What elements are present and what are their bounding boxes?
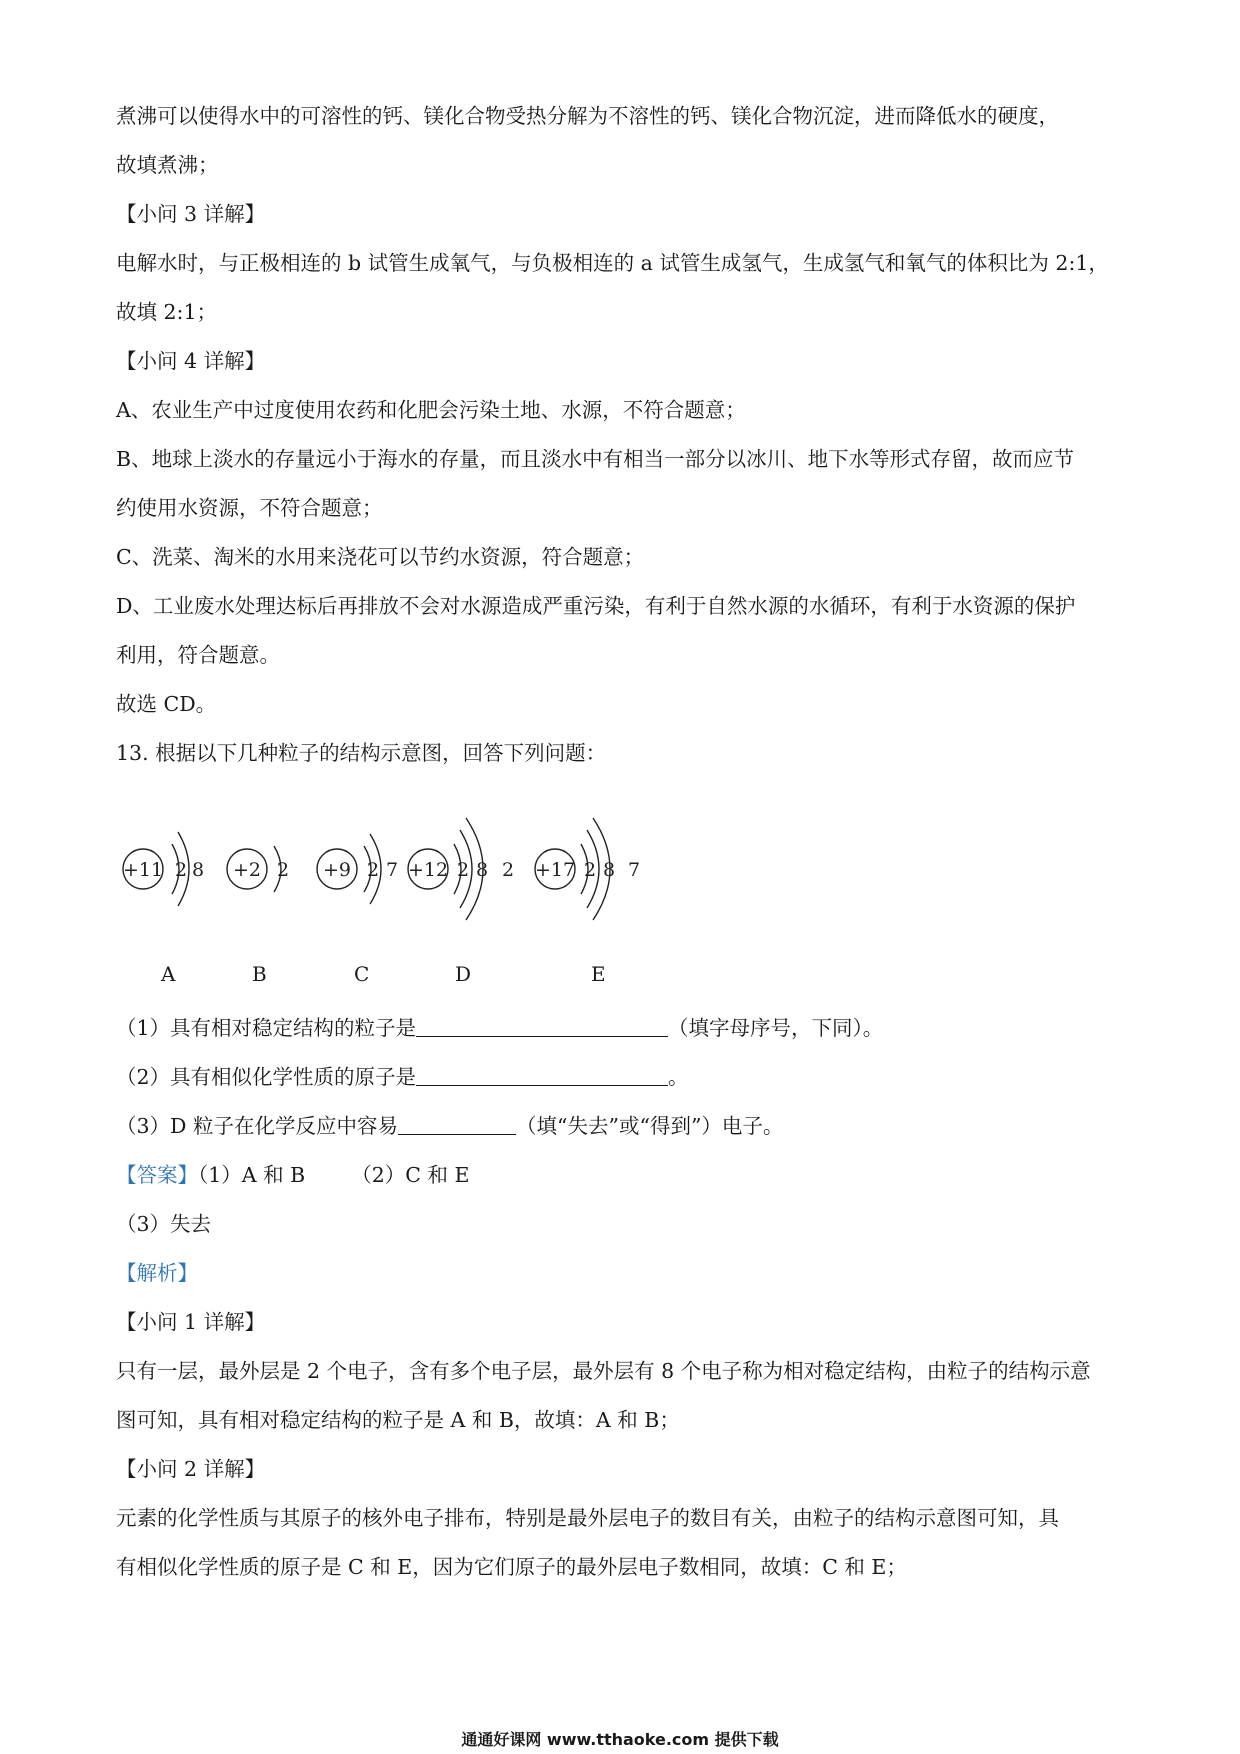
question-title: 13. 根据以下几种粒子的结构示意图，回答下列问题：: [116, 741, 607, 765]
answer-blank: [398, 1114, 516, 1135]
answer-line: 【答案】（1）A 和 B （2）C 和 E: [116, 1163, 470, 1187]
shell-electron-count: 2: [366, 859, 380, 881]
analysis-label: 【解析】: [116, 1261, 198, 1285]
answer-line: （3）失去: [116, 1212, 212, 1236]
shell-electron-count: 2: [501, 859, 515, 881]
section-heading: 【小问 4 详解】: [116, 349, 266, 373]
shell-electron-count: 7: [627, 859, 641, 881]
atom-label: A: [161, 962, 176, 986]
nucleus-charge: +11: [122, 859, 164, 881]
text-line: C、洗菜、淘米的水用来浇花可以节约水资源，符合题意；: [116, 545, 645, 569]
nucleus-charge: +2: [232, 859, 262, 881]
section-heading: 【小问 2 详解】: [116, 1457, 266, 1481]
answer-blank: [416, 1065, 668, 1086]
nucleus-charge: +12: [407, 859, 449, 881]
shell-electron-count: 2: [456, 859, 470, 881]
nucleus-charge: +9: [322, 859, 352, 881]
shell-electron-count: 2: [174, 859, 188, 881]
text-line: 约使用水资源，不符合题意；: [116, 496, 383, 520]
text-line: B、地球上淡水的存量远小于海水的存量，而且淡水中有相当一部分以冰川、地下水等形式存留，故而应节: [116, 447, 1075, 471]
text-line: 煮沸可以使得水中的可溶性的钙、镁化合物受热分解为不溶性的钙、镁化合物沉淀，进而降低水的硬度，: [116, 104, 1059, 128]
text-line: 只有一层，最外层是 2 个电子，含有多个电子层，最外层有 8 个电子称为相对稳定结构，由粒子的结构示意: [116, 1359, 1091, 1383]
answer-blank: [416, 1016, 668, 1037]
text-line: 电解水时，与正极相连的 b 试管生成氧气，与负极相连的 a 试管生成氢气，生成氢气和氧气的体积比为 2:1，: [116, 251, 1109, 275]
text-line: 利用，符合题意。: [116, 643, 280, 667]
section-heading: 【小问 1 详解】: [116, 1310, 266, 1334]
atom-label: B: [252, 962, 267, 986]
shell-electron-count: 8: [475, 859, 489, 881]
atom-label: E: [591, 962, 606, 986]
atom-label: D: [455, 962, 472, 986]
text-line: 故填 2:1；: [116, 300, 218, 324]
atom-label: C: [354, 962, 370, 986]
text-line: 有相似化学性质的原子是 C 和 E，因为它们原子的最外层电子数相同，故填：C 和 E；: [116, 1555, 907, 1579]
question-2: （2）具有相似化学性质的原子是 。: [116, 1065, 689, 1089]
shell-electron-count: 8: [602, 859, 616, 881]
text-line: D、工业废水处理达标后再排放不会对水源造成严重污染，有利于自然水源的水循环，有利于水资源的保护: [116, 594, 1076, 618]
shell-electron-count: 7: [385, 859, 399, 881]
question-3: （3）D 粒子在化学反应中容易 （填“失去”或“得到”）电子。: [116, 1114, 784, 1138]
text-line: 故选 CD。: [116, 692, 217, 716]
text-line: 图可知，具有相对稳定结构的粒子是 A 和 B，故填：A 和 B；: [116, 1408, 680, 1432]
text-line: 元素的化学性质与其原子的核外电子排布，特别是最外层电子的数目有关，由粒子的结构示意图可知，具: [116, 1506, 1059, 1530]
text-line: 故填煮沸；: [116, 153, 219, 177]
section-heading: 【小问 3 详解】: [116, 202, 266, 226]
atom-structure-diagram: [100, 780, 700, 950]
page-footer: 通通好课网 www.tthaoke.com 提供下载: [461, 1730, 779, 1749]
text-line: A、农业生产中过度使用农药和化肥会污染土地、水源，不符合题意；: [116, 398, 746, 422]
shell-electron-count: 2: [583, 859, 597, 881]
shell-electron-count: 2: [276, 859, 290, 881]
answer-label: 【答案】: [116, 1163, 198, 1187]
nucleus-charge: +17: [534, 859, 576, 881]
question-1: （1）具有相对稳定结构的粒子是 （填字母序号，下同）。: [116, 1016, 884, 1040]
shell-electron-count: 8: [191, 859, 205, 881]
